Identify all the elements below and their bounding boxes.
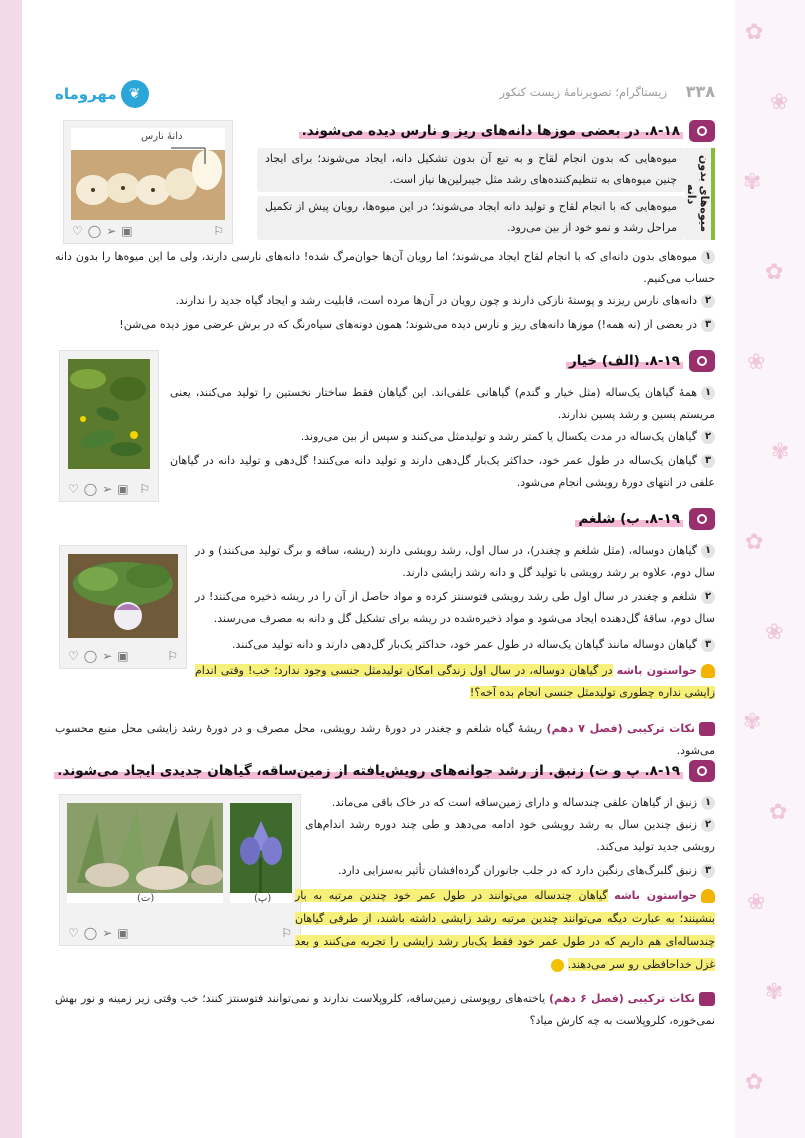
video-icon[interactable]: ▣: [117, 926, 129, 940]
post-action-bar: [68, 649, 178, 663]
iris-post-card: [59, 794, 301, 946]
caption-t: (ت): [137, 893, 155, 904]
cucumber-point-1: ۱همهٔ گیاهان یک‌ساله (مثل خیار و گندم) گیاهانی علفی‌اند. این گیاهان فقط ساختار نخستین را تولید می‌کنند، یعنی مریستم پسین و رشد پسین ندارند.: [170, 386, 715, 421]
post-action-bar: [68, 482, 150, 496]
decorative-margin: ✿ ❀ ✾ ✿ ❀ ✾ ✿ ❀ ✾ ✿ ❀ ✾ ✿: [735, 0, 805, 1138]
logo-text: مهروماه: [55, 85, 117, 103]
camera-icon: [689, 760, 715, 782]
bookmark-icon[interactable]: ⚐: [167, 649, 178, 663]
turnip-point-2: ۲شلغم و چغندر در سال اول طی رشد رویشی فتوسنتز کرده و مواد حاصل از آن را در ریشه ذخیره می‌کنند! در سال دوم، ساقهٔ گل‌دهنده ایجاد می‌شود و مواد ذخیره‌شده در ریشه برای تشکیل گل و دانه به مصرف می‌رسند.: [195, 590, 715, 625]
bookmark-icon[interactable]: ⚐: [139, 482, 150, 496]
bookmark-icon[interactable]: ⚐: [213, 224, 224, 238]
post-action-bar: [68, 926, 292, 940]
section-title-banana: ۸-۱۸. در بعضی موزها دانه‌های ریز و نارس دیده می‌شوند.: [299, 120, 715, 142]
iris-point-1: ۱زنبق از گیاهان علفی چندساله و دارای زمین‌ساقه است که در خاک باقی می‌ماند.: [305, 792, 715, 814]
comment-icon[interactable]: ◯: [87, 224, 102, 238]
banana-point-2: ۲دانه‌های نارس ریزند و پوستهٔ نازکی دارند و چون رویان در آن‌ها مرده است، قابلیت رشد و ایجاد گیاه جدید را ندارند.: [55, 290, 715, 312]
cucumber-post-card: [59, 350, 159, 502]
cucumber-point-3: ۳گیاهان یک‌ساله در طول عمر خود، حداکثر یک‌بار گل‌دهی دارند و تولید دانه می‌کنند! گل‌دهی و تولید دانه در گیاهان علفی در انتهای دورهٔ رویشی انجام می‌شود.: [170, 454, 715, 489]
heart-icon[interactable]: ♡: [68, 482, 79, 496]
iris-flower-illustration: [230, 803, 292, 893]
page-number: ۳۳۸: [685, 82, 715, 101]
iris-rhizome-illustration: [67, 803, 223, 893]
image-tag-label: دانهٔ نارس: [141, 131, 183, 142]
turnip-point-1: ۱گیاهان دوساله، (مثل شلغم و چغندر)، در سال اول، رشد رویشی دارند (ریشه، ساقه و برگ تولید می‌کنند) و در سال دوم، علاوه بر رشد رویشی با تولید گل و دانه رشد زایشی دارند.: [195, 544, 715, 579]
turnip-post-card: [59, 545, 187, 669]
iris-rhizome-photo: [67, 803, 223, 903]
wave-emoji-icon: [551, 959, 564, 972]
share-icon[interactable]: ➢: [102, 649, 113, 663]
section-title-turnip: ۸-۱۹. ب) شلغم: [575, 508, 715, 530]
publisher-logo: [55, 80, 149, 108]
turnip-combo-note: نکات ترکیبی (فصل ۷ دهم) ریشهٔ گیاه شلغم و چغندر در دورهٔ رشد رویشی، محل مصرف و در دورهٔ رشد زایشی محل منبع محسوب می‌شود.: [55, 722, 715, 757]
page-header: [55, 80, 715, 110]
post-action-bar: [72, 224, 224, 238]
bell-icon: [701, 664, 715, 678]
heart-icon[interactable]: ♡: [72, 224, 83, 238]
cucumber-point-2: ۲گیاهان یک‌ساله در مدت یکسال یا کمتر رشد و تولیدمثل می‌کنند و سپس از بین می‌روند.: [170, 426, 715, 448]
section-title-cucumber: ۸-۱۹. (الف) خیار: [566, 350, 715, 372]
section-title-iris: ۸-۱۹. پ و ت) زنبق. از رشد جوانه‌های رویش‌یافته از زمین‌ساقه، گیاهان جدیدی ایجاد می‌شوند.: [54, 760, 715, 782]
pen-icon: [699, 722, 715, 736]
banana-post-card: [63, 120, 233, 244]
comment-icon[interactable]: ◯: [83, 926, 98, 940]
bell-icon: [701, 889, 715, 903]
comment-icon[interactable]: ◯: [83, 649, 98, 663]
seedless-type1-box: میوه‌هایی که بدون انجام لقاح و به تبع آن بدون تشکیل دانه، ایجاد می‌شوند؛ برای ایجاد چنین میوه‌های به تنظیم‌کننده‌های رشد مثل جیبرلین‌ها نیاز است.: [257, 148, 685, 192]
pen-icon: [699, 992, 715, 1006]
video-icon[interactable]: ▣: [117, 649, 129, 663]
share-icon[interactable]: ➢: [102, 926, 113, 940]
turnip-tip: حواستون باشه در گیاهان دوساله، در سال اول زندگی امکان تولیدمثل جنسی وجود ندارد؛ خب! وقتی اندام زایشی نداره چطوری تولیدمثل جنسی انجام بده آخه؟!: [195, 664, 715, 699]
banana-point-1: ۱میوه‌های بدون دانه‌ای که با انجام لقاح ایجاد می‌شوند؛ اما رویان آن‌ها جوان‌مرگ شده! دانه‌های نارسی دارند، ولی ما این میوه‌ها را بدون دانه حساب می‌کنیم.: [55, 250, 715, 285]
comment-icon[interactable]: ◯: [83, 482, 98, 496]
butterfly-icon: ❦: [121, 80, 149, 108]
camera-icon: [689, 350, 715, 372]
iris-combo-note: نکات ترکیبی (فصل ۶ دهم) یاخته‌های روپوستی زمین‌ساقه، کلروپلاست ندارند و نمی‌توانند فتوسنتز کنند؛ خب وقتی زیر زمینه و نور بهش نمی‌خوره، کلروپلاست به چه کارش میاد؟: [55, 992, 715, 1027]
iris-point-2: ۲زنبق چندین سال به رشد رویشی خود ادامه می‌دهد و طی چند دوره رشد اندام‌های رویشی جدید تولید می‌کند.: [305, 818, 715, 853]
iris-flower-photo: [230, 803, 292, 903]
cucumber-photo: [68, 359, 150, 469]
turnip-point-3: ۳گیاهان دوساله مانند گیاهان یک‌ساله در طول عمر خود، حداکثر یک‌بار گل‌دهی دارند و دانه تولید می‌کنند.: [195, 634, 715, 656]
video-icon[interactable]: ▣: [121, 224, 133, 238]
heart-icon[interactable]: ♡: [68, 926, 79, 940]
iris-point-3: ۳زنبق گلبرگ‌های رنگین دارد که در جلب جانوران گرده‌افشان تأثیر به‌سزایی دارد.: [305, 860, 715, 882]
heart-icon[interactable]: ♡: [68, 649, 79, 663]
seedless-fruits-label: میوه‌های بدون دانه: [685, 148, 715, 240]
turnip-illustration: [68, 554, 178, 638]
camera-icon: [689, 120, 715, 142]
banana-point-3: ۳در بعضی از (نه همه!) موزها دانه‌های ریز و نارس دیده می‌شوند؛ همون دونه‌های سیاه‌رنگ که در برش عرضی موز دیده می‌شن!: [55, 314, 715, 336]
camera-icon: [689, 508, 715, 530]
left-margin-strip: [0, 0, 22, 1138]
banana-photo: [71, 128, 225, 220]
seedless-type2-box: میوه‌هایی که با انجام لقاح و تولید دانه ایجاد می‌شوند؛ در این میوه‌ها، رویان پیش از تکمیل مراحل رشد و نمو خود از بین می‌رود.: [257, 196, 685, 240]
video-icon[interactable]: ▣: [117, 482, 129, 496]
turnip-photo: [68, 554, 178, 638]
share-icon[interactable]: ➢: [106, 224, 117, 238]
bookmark-icon[interactable]: ⚐: [281, 926, 292, 940]
caption-p: (پ): [254, 893, 272, 904]
running-title: زیستاگرام؛ تصویرنامهٔ زیست کنکور: [499, 85, 667, 99]
page-content: [55, 70, 715, 1130]
share-icon[interactable]: ➢: [102, 482, 113, 496]
cucumber-illustration: [68, 359, 150, 469]
iris-tip: حواستون باشه گیاهان چندساله می‌توانند در طول عمر خود چندین مرتبه به بار بنشینند؛ به عبارت دیگه می‌توانند چندین مرتبه رشد زایشی داشته باشند، از طرفی گیاهان چندساله‌ای هم داریم که در طول عمر خود فقط یک‌بار رشد زایشی را تجربه می‌کنند و بعد غزل خداحافظی رو سر می‌دهند.: [295, 889, 715, 971]
